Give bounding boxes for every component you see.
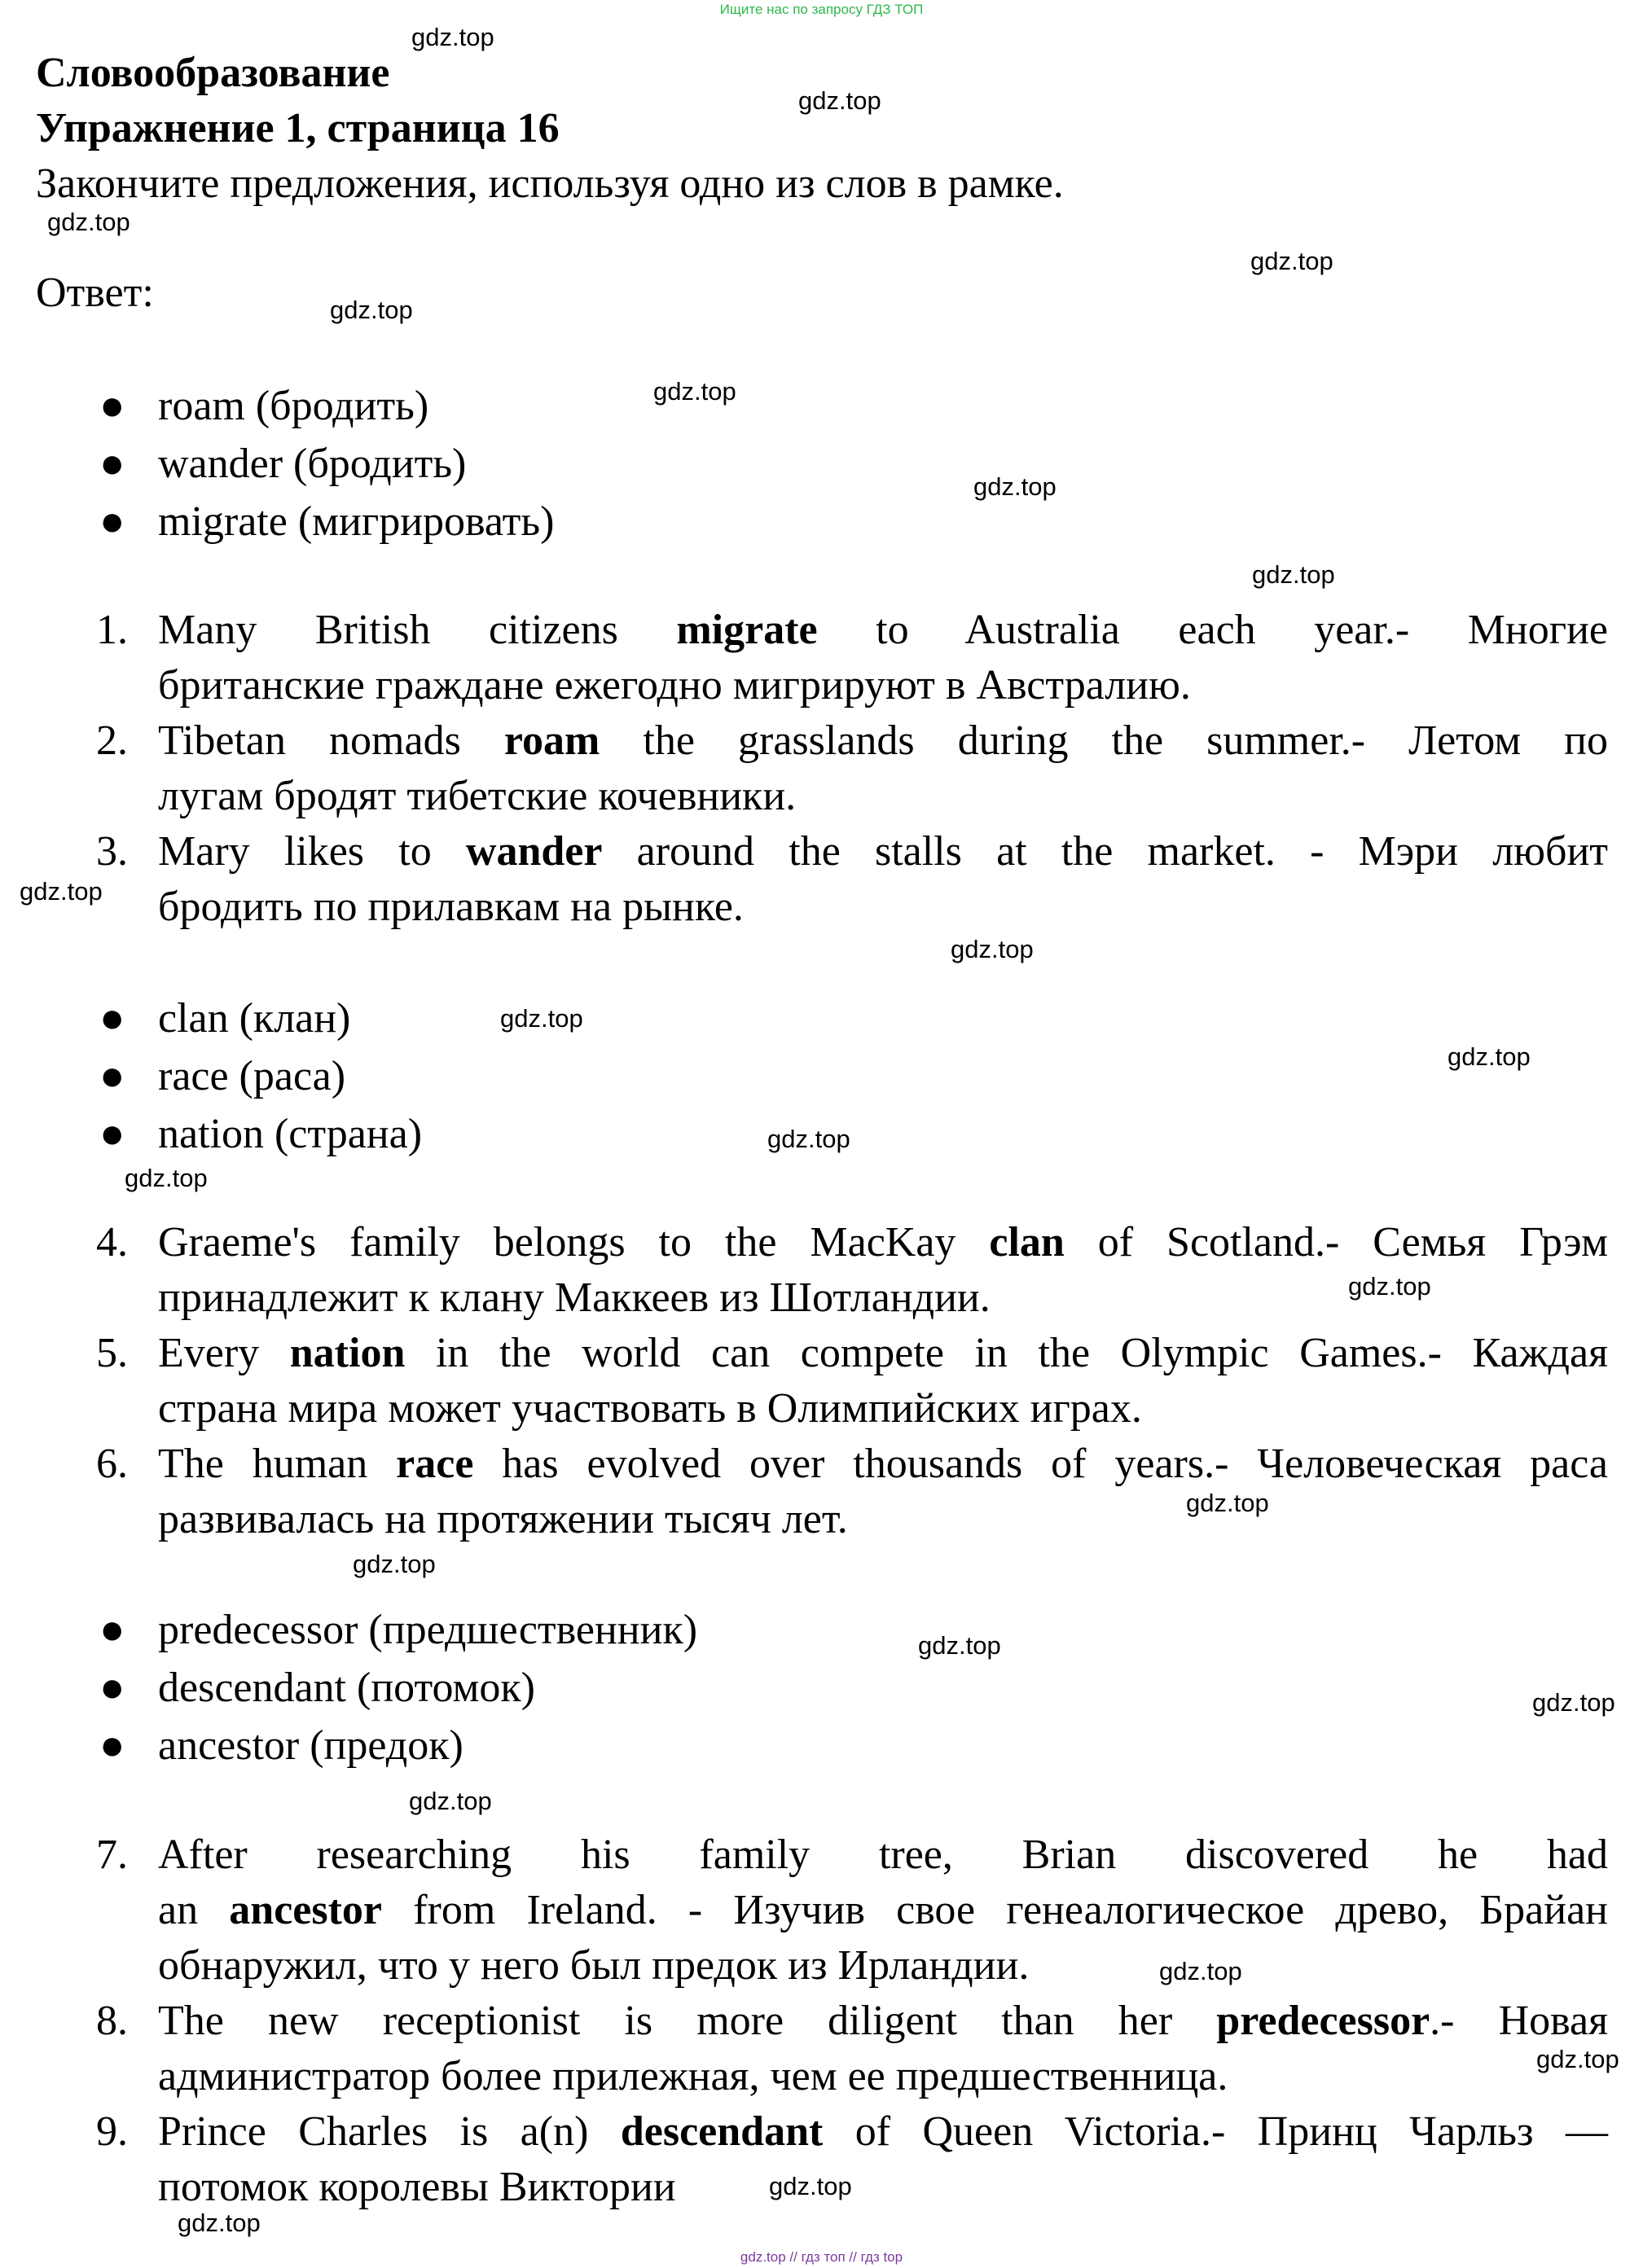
list-item: ● ancestor (предок)	[36, 1717, 1575, 1774]
list-item: ● clan (клан)	[36, 989, 1575, 1047]
sentence-list-1	[36, 603, 1608, 935]
list-item: ● predecessor (предшественник)	[36, 1601, 1575, 1659]
watermark: gdz.top	[653, 377, 736, 406]
watermark: gdz.top	[330, 296, 413, 324]
watermark: gdz.top	[769, 2172, 852, 2200]
watermark: gdz.top	[1252, 560, 1335, 589]
sentence-6: 6. The human race has evolved over thousands of years.- Человеческая раса развивалась на протяжении тысяч лет.	[96, 1441, 1608, 1542]
watermark: gdz.top	[767, 1125, 850, 1153]
watermark: gdz.top	[1536, 2045, 1619, 2073]
word-list-1	[36, 377, 1575, 551]
bullet-icon: ●	[99, 383, 125, 429]
watermark: gdz.top	[1448, 1042, 1531, 1071]
sentence-list-2	[36, 1215, 1608, 1547]
sentence-7: 7. After researching his family tree, Brian discovered he had an ancestor from Ireland. - Изучив свое генеалогическое древо, Брайан обнаружил, что у него был предок из Ирландии.	[96, 1832, 1608, 1989]
watermark: gdz.top	[1186, 1489, 1269, 1517]
watermark: gdz.top	[20, 877, 103, 906]
list-item: ● race (раса)	[36, 1047, 1575, 1105]
bullet-icon: ●	[99, 1053, 125, 1099]
watermark: gdz.top	[178, 2209, 261, 2237]
bullet-icon: ●	[99, 1111, 125, 1157]
sentence-1: 1. Many British citizens migrate to Australia each year.- Многие британские граждане ежегодно мигрируют в Австралию.	[96, 607, 1608, 708]
watermark: gdz.top	[973, 472, 1057, 501]
instruction: Закончите предложения, используя одно из слов в рамке.	[36, 160, 1064, 207]
bullet-icon: ●	[99, 1607, 125, 1653]
watermark: gdz.top	[1250, 247, 1333, 275]
watermark: gdz.top	[1348, 1272, 1431, 1301]
bullet-icon: ●	[99, 995, 125, 1042]
watermark: gdz.top	[353, 1550, 436, 1578]
list-item: ● migrate (мигрировать)	[36, 493, 1575, 551]
watermark: gdz.top	[1532, 1688, 1615, 1717]
page-title: Словообразование	[36, 50, 390, 96]
search-hint: Ищите нас по запросу ГДЗ ТОП	[719, 2, 924, 17]
answer-label: Ответ:	[36, 270, 154, 316]
watermark: gdz.top	[47, 208, 130, 236]
bullet-icon: ●	[99, 1665, 125, 1711]
sentence-4: 4. Graeme's family belongs to the MacKay clan of Scotland.- Семья Грэм принадлежит к клану Маккеев из Шотландии.	[96, 1219, 1608, 1321]
sentence-9: 9. Prince Charles is a(n) descendant of Queen Victoria.- Принц Чарльз — потомок королевы Виктории	[96, 2108, 1608, 2210]
bullet-icon: ●	[99, 441, 125, 487]
sentence-5: 5. Every nation in the world can compete in the Olympic Games.- Каждая страна мира может участвовать в Олимпийских играх.	[96, 1330, 1608, 1432]
bullet-icon: ●	[99, 1722, 125, 1769]
watermark: gdz.top	[411, 23, 494, 51]
watermark: gdz.top	[1159, 1957, 1242, 1985]
sentence-2: 2. Tibetan nomads roam the grasslands during the summer.- Летом по лугам бродят тибетские кочевники.	[96, 717, 1608, 819]
watermark: gdz.top	[798, 86, 881, 115]
list-item: ● wander (бродить)	[36, 435, 1575, 493]
watermark: gdz.top	[125, 1164, 208, 1192]
watermark: gdz.top	[918, 1631, 1001, 1660]
word-list-3	[36, 1601, 1575, 1774]
watermark: gdz.top	[951, 935, 1034, 963]
list-item: ● nation (страна)	[36, 1105, 1575, 1163]
sentence-3: 3. Mary likes to wander around the stalls at the market. - Мэри любит бродить по прилавкам на рынке.	[96, 828, 1608, 930]
bullet-icon: ●	[99, 498, 125, 545]
list-item: ● roam (бродить)	[36, 377, 1575, 435]
footer-note: gdz.top // гдз топ // гдз top	[740, 2249, 903, 2265]
watermark: gdz.top	[500, 1004, 583, 1033]
exercise-heading: Упражнение 1, страница 16	[36, 105, 560, 151]
sentence-8: 8. The new receptionist is more diligent than her predecessor.- Новая администратор более прилежная, чем ее предшественница.	[96, 1998, 1609, 2099]
watermark: gdz.top	[409, 1787, 492, 1815]
list-item: ● descendant (потомок)	[36, 1659, 1575, 1717]
